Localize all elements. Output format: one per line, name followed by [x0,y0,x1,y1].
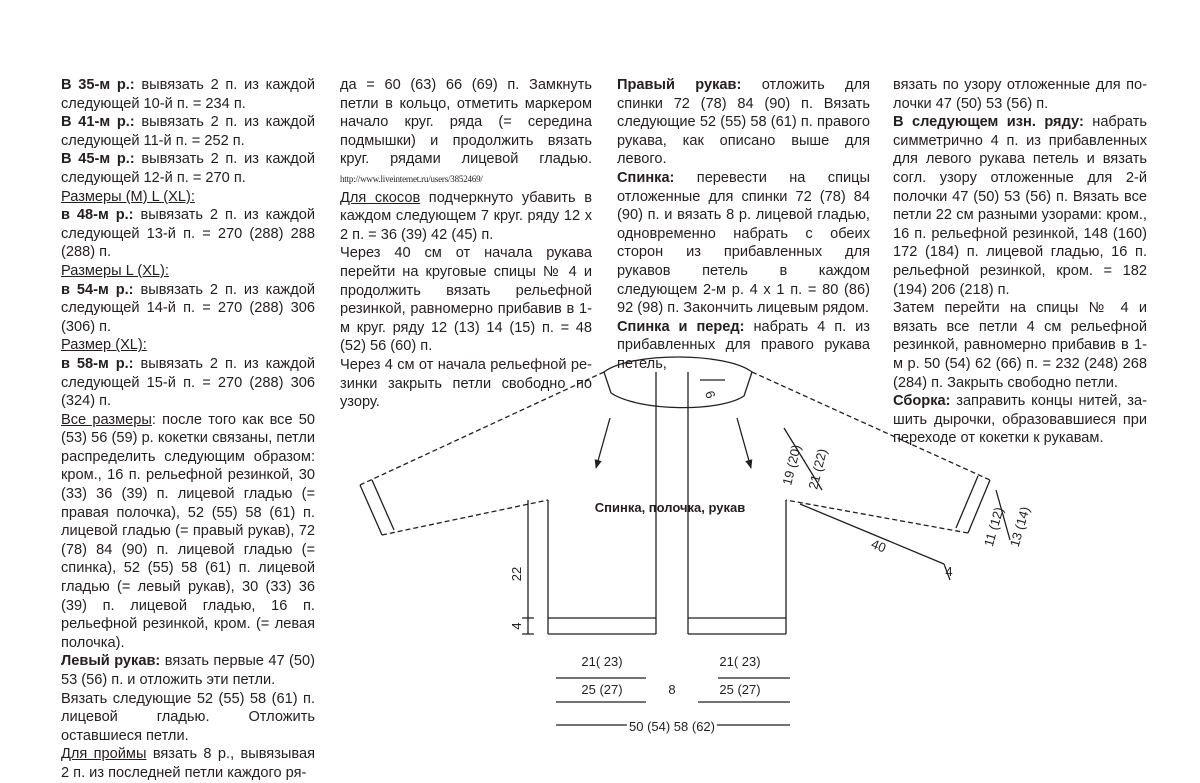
body-text: перевести на спицы отложенные для спинки 72 (78) 84 (90) п. и вязать 8 р. лицевой гладью, одновременно набрать с обеих сторон из прибавленных для рукавов петель в каждом следующем 2-м р. 4 х 1 п. = 80 (86) 92 (98) п. Закончить лицевым рядом. [617,169,870,317]
body-text: набрать 4 п. из прибавленных для правого рукава петель, [617,318,870,372]
body-text: заправить концы нитей, зашить дырочки, образовавшиеся при переходе от кокетки к рукавам. [893,393,1147,447]
diagram-title: Спинка, полочка, рукав [594,500,746,515]
underlined-heading: Для проймы [61,746,147,763]
bold-heading: В 35-м р.: [61,77,135,93]
dim-half-right: 25 (27) [719,682,761,697]
right-cuff [956,476,990,533]
right-sleeve-under [786,500,968,533]
body-text: вязать первые 47 (50) 53 (56) п. и отложить эти петли. [61,653,315,688]
body-text: Через 40 см от начала рукава перейти на круговые спицы № 4 и продолжить вязать рельефной резинкой, равномерно прибавив в 1-м круг. ряду 12 (13) 14 (15) п. = 48 (52) 56 (60) п. [340,245,592,355]
bold-heading: в 58-м р.: [61,355,134,372]
dim-center: 8 [668,682,676,697]
underlined-heading: Размеры (M) L (XL): [61,188,195,205]
dim-body: 22 [509,566,524,582]
body-text: да = 60 (63) 66 (69) п. Замкнуть петли в кольцо, отметить маркером начало круг. ряда (= середина подмышки) и продолжить вязать круг. рядами лицевой гладью. [340,77,592,168]
bold-heading: Сборка: [893,393,951,410]
dim-raglan-a: 19 (20) [779,443,804,487]
dim-front-left: 21( 23) [581,654,623,669]
body-text: вывязать 2 п. из каждой следующей 12-й п. = 270 п. [61,151,315,186]
body-text: Через 4 см от начала рельефной резинки закрыть петли свободно по узору. [340,356,592,411]
dim-raglan-b: 21 (22) [805,447,830,491]
body-text: : после того как все 50 (53) 56 (59) р. кокетки связаны, петли распределить следующим образом: кром., 16 п. рельефной резинкой, 30 (33) 36 (39) п. лицевой гладью (= правая полочка), 52 (55) 58 (61) п. лицевой гладью (= правый рукав), 72 (78) 84 (90) п. лицевой гладью (= спинка), 52 (55) 58 (61) п. лицевой гладью (= левый рукав), 30 (33) 36 (39) п. лицевой гладью, 16 п. рельефной резинкой, кром. (= левая полочка). [61,411,315,651]
body-text: вывязать 2 п. из каждой следующей 11-й п. = 252 п. [61,114,315,149]
dim-collar: 6 [702,388,719,401]
bold-heading: Левый рукав: [61,653,161,670]
underlined-heading: Размеры L (XL): [61,262,169,279]
dim-half-left: 25 (27) [581,682,623,697]
dim-sleeve-rib: 4 [945,564,953,579]
bold-heading: Спинка и перед: [617,318,745,335]
body-text: Затем перейти на спицы № 4 и вязать все петли 4 см рельефной резинкой, равномерно прибавив в 1-м р. 50 (54) 62 (66) п. = 232 (248) 268 (284) п. Закрыть свободно петли. [893,300,1147,391]
dim-cuff-a: 11 (12) [980,505,1007,549]
bold-heading: в 48-м р.: [61,207,134,224]
collar-outer-outline [604,357,752,372]
left-sleeve-under [382,500,548,535]
dim-total: 50 (54) 58 (62) [629,719,715,734]
bold-heading: в 54-м р.: [61,281,134,298]
source-url: http://www.liveinternet.ru/users/3852469/ [340,173,483,184]
bold-heading: В 45-м р.: [61,151,135,168]
body-text: подчеркнуто убавить в каждом следующем 7 круг. ряду 12 х 2 п. = 36 (39) 42 (45) п. [340,189,592,243]
underlined-heading: Все размеры [61,411,152,428]
body-text: вязать по узору отложенные для полочки 47 (50) 53 (56) п. [893,77,1147,112]
body-text: Вязать следующие 52 (55) 58 (61) п. лицевой гладью. Отложить оставшиеся петли. [61,690,315,744]
bold-heading: Спинка: [617,169,675,186]
body-text: вывязать 2 п. из каждой следующей 14-й п. = 270 (288) 306 (306) п. [61,281,315,335]
underlined-heading: Размер (XL): [61,337,147,354]
dim-front-right: 21( 23) [719,654,761,669]
left-sleeve-top [360,372,604,485]
bold-heading: В следующем изн. ряду: [893,114,1084,131]
left-cuff [360,480,394,535]
body-text: вязать 8 р., вывязывая 2 п. из последней петли каждого ря- [61,746,315,781]
bold-heading: В 41-м р.: [61,114,135,131]
body-text: вывязать 2 п. из каждой следующей 13-й п. = 270 (288) 288 (288) п. [61,207,315,261]
body-text: вывязать 2 п. из каждой следующей 15-й п. = 270 (288) 306 (324) п. [61,355,315,410]
underlined-heading: Для скосов [340,189,421,206]
dim-cuff-b: 13 (14) [1006,504,1033,549]
body-text: вывязать 2 п. из каждой следующей 10-й п. = 234 п. [61,77,315,112]
dim-body-rib: 4 [509,622,524,630]
body-text: набрать симметрично 4 п. из прибавленных для левого рукава петель и вязать согл. узору отложенные для 2-й полочки 47 (50) 53 (56) п. Вязать все петли 22 см разными узорами: кром., 16 п. рельефной резинкой, 148 (160) 172 (184) п. лицевой гладью, 16 п. рельефной резинкой, кром. = 182 (194) 206 (218) п. [893,114,1147,298]
dim-sleeve: 40 [869,536,889,556]
collar-inner-outline [611,393,744,408]
bold-heading: Правый рукав: [617,77,742,93]
paragraph [61,745,315,782]
body-text: отложить для спинки 72 (78) 84 (90) п. Вязать следующие 52 (55) 58 (61) п. правого рукава, как описано выше для левого. [617,77,870,168]
